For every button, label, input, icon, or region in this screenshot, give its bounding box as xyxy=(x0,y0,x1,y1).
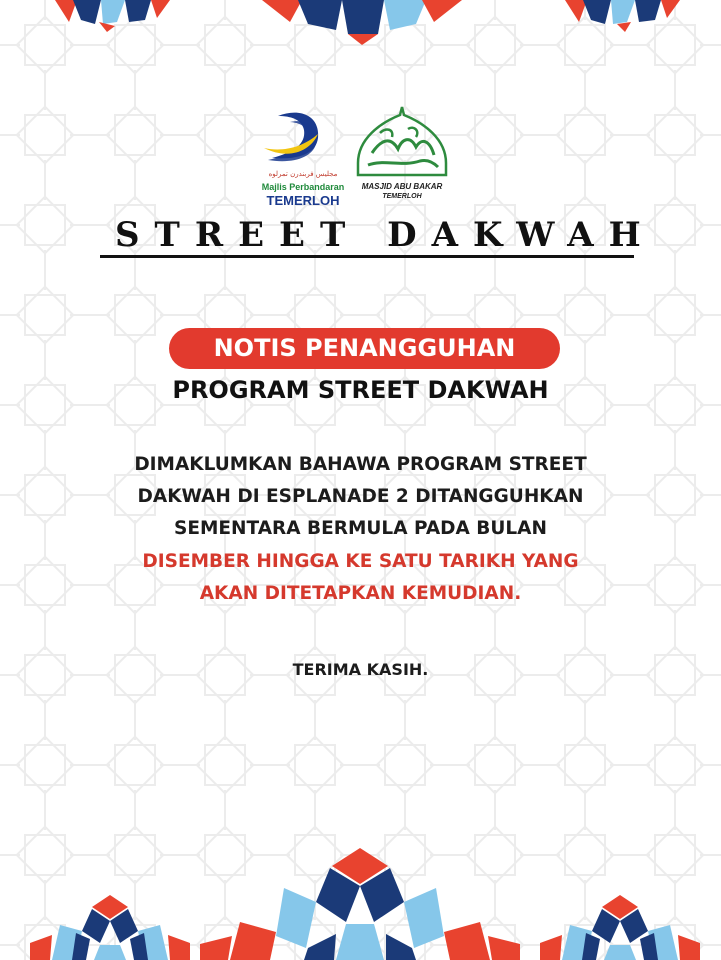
masjid-abu-bakar-logo xyxy=(350,105,454,205)
logo-mosque-name: MASJID ABU BAKAR xyxy=(361,182,443,191)
notice-body-line: SEMENTARA BERMULA PADA BULAN xyxy=(174,518,547,539)
logo-mosque-town: TEMERLOH xyxy=(382,193,422,200)
mosque-dome-calligraphy-icon xyxy=(350,105,454,181)
notice-body-line: DIMAKLUMKAN BAHAWA PROGRAM STREET xyxy=(134,454,587,475)
ornament-bottom-left xyxy=(30,895,190,960)
notice-highlight-line: AKAN DITETAPKAN KEMUDIAN. xyxy=(199,583,522,604)
ornament-top-left xyxy=(55,0,170,32)
page-title: STREET DAKWAH xyxy=(115,215,656,255)
logo-town-line: TEMERLOH xyxy=(266,193,340,208)
logo-arabic-script: مجليس فربندرن تمرلوه xyxy=(268,170,338,178)
notice-subtitle: PROGRAM STREET DAKWAH xyxy=(172,376,549,404)
notice-badge: NOTIS PENANGGUHAN xyxy=(169,328,560,369)
ornament-top-right xyxy=(565,0,680,32)
ornament-bottom-right xyxy=(540,895,700,960)
logo-row xyxy=(0,100,721,210)
ornament-bottom-center xyxy=(200,848,520,960)
notice-highlight-line: DISEMBER HINGGA KE SATU TARIKH YANG xyxy=(142,551,579,572)
swoosh-emblem-icon xyxy=(258,108,348,170)
thank-you-text: TERIMA KASIH. xyxy=(292,660,429,679)
logo-org-line: Majlis Perbandaran xyxy=(261,182,345,192)
ornament-top-center xyxy=(262,0,462,45)
title-underline xyxy=(100,255,634,258)
notice-body-line: DAKWAH DI ESPLANADE 2 DITANGGUHKAN xyxy=(137,486,584,507)
majlis-perbandaran-temerloh-logo xyxy=(258,108,348,206)
